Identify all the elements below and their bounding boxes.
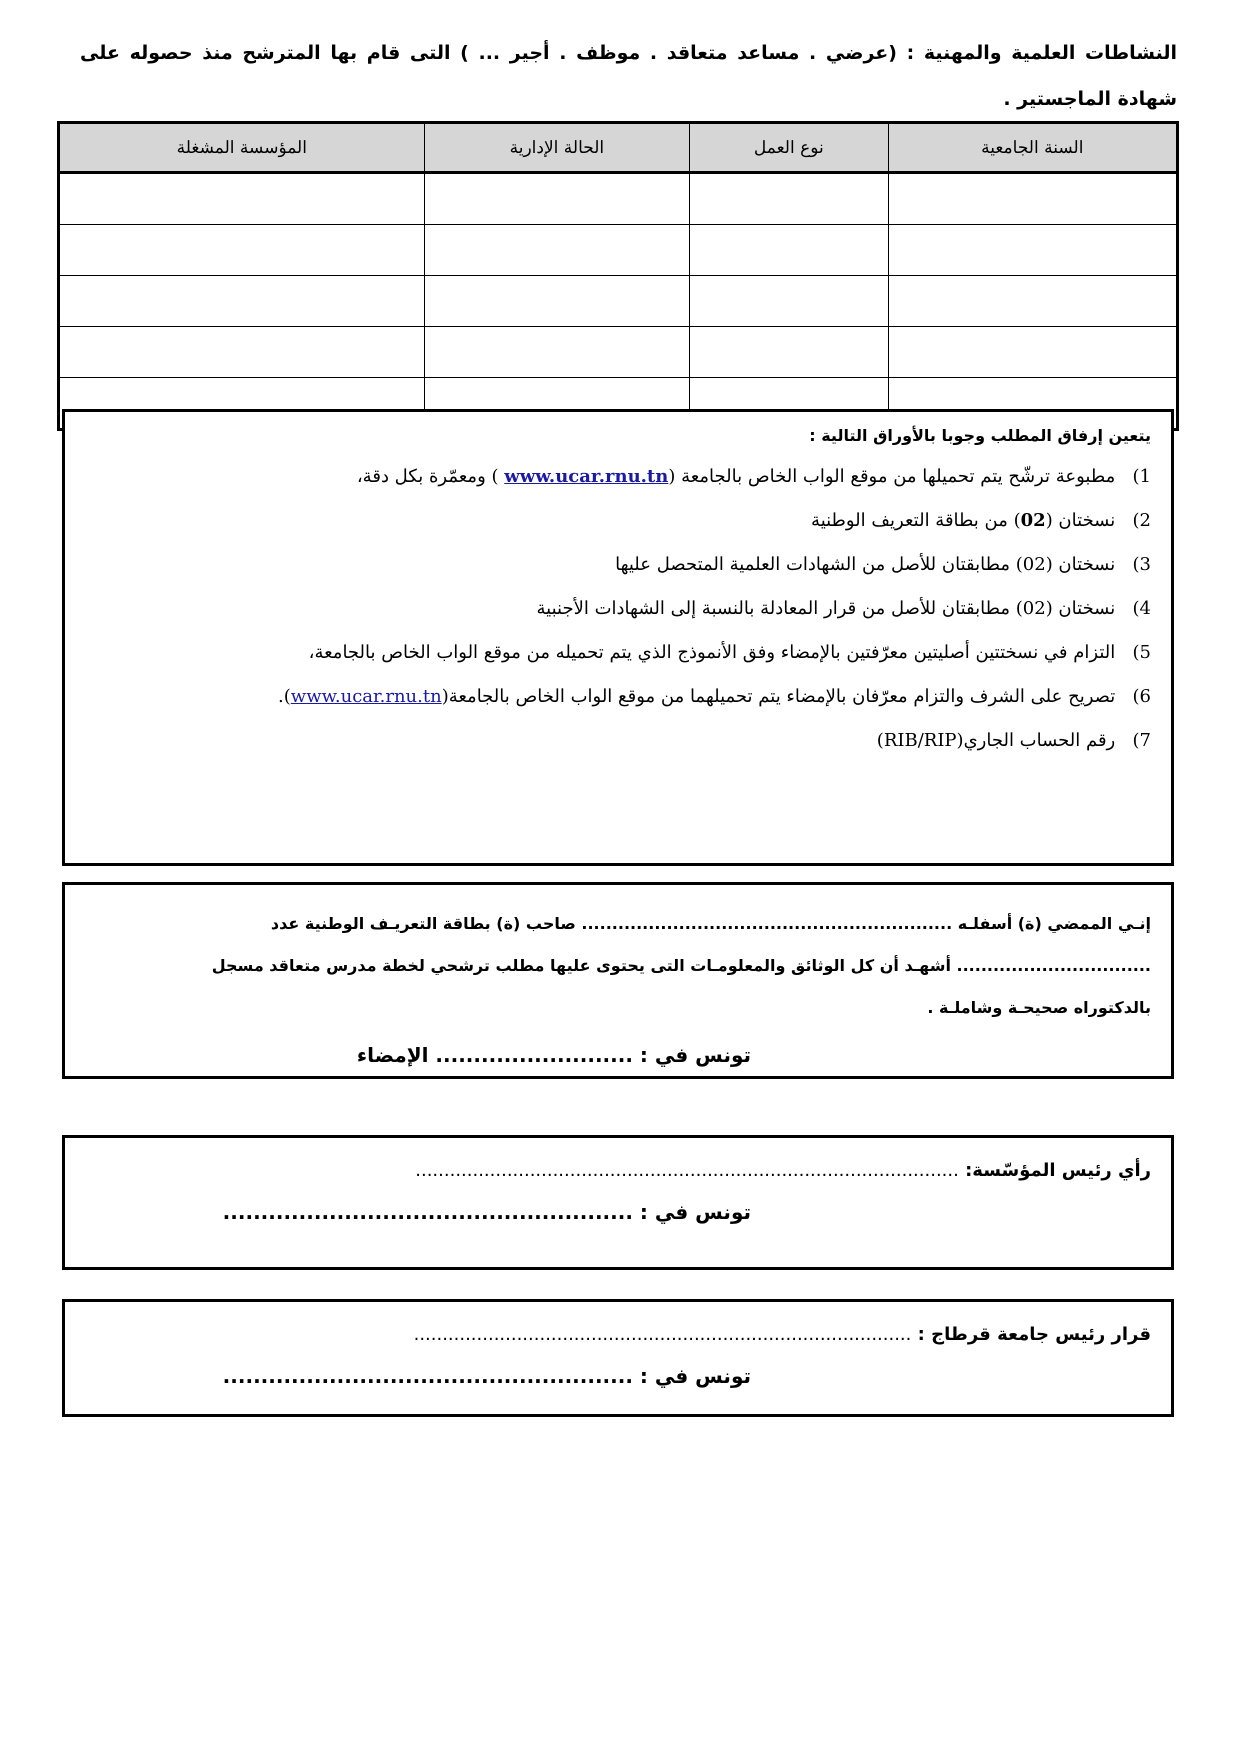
table-cell[interactable]: [888, 225, 1177, 276]
declaration-line: ................................ أشهـد أن كل الوثائق والمعلومـات التى يحتوى عليها مطلب ترشحي لخطة مدرس متعاقد مسجل: [211, 956, 1151, 975]
column-header-admin-status: الحالة الإدارية: [424, 123, 690, 173]
table-row: [59, 327, 1178, 378]
list-item: [85, 499, 1151, 543]
list-item: [85, 631, 1151, 675]
declaration-line: بالدكتوراه صحيحـة وشاملـة .: [927, 998, 1151, 1017]
table-cell[interactable]: [690, 327, 888, 378]
item-text: نسختان (02) مطابقتان للأصل من الشهادات العلمية المتحصل عليها: [615, 554, 1116, 575]
declaration-place-signature: تونس في : .......................... الإمضاء: [356, 1043, 751, 1067]
item-number: 5): [1132, 642, 1151, 663]
institution-head-opinion-box: [62, 1135, 1174, 1270]
list-item: [85, 455, 1151, 499]
list-item: [85, 675, 1151, 719]
item-text: التزام في نسختتين أصليتين معرّفتين بالإمضاء وفق الأنموذج الذي يتم تحميله من موقع الواب الخاص بالجامعة،: [308, 642, 1116, 663]
table-row: [59, 276, 1178, 327]
documents-intro: يتعين إرفاق المطلب وجوبا بالأوراق التالية :: [809, 426, 1151, 445]
list-item: [85, 719, 1151, 763]
table-cell[interactable]: [59, 327, 425, 378]
table-cell[interactable]: [59, 173, 425, 225]
item-text: تصريح على الشرف والتزام معرّفان بالإمضاء يتم تحميلهما من موقع الواب الخاص بالجامعة(: [441, 686, 1116, 707]
item-text: مطبوعة ترشّح يتم تحميلها من موقع الواب الخاص بالجامعة (: [668, 466, 1116, 487]
decision-label: قرار رئيس جامعة قرطاج :: [917, 1324, 1151, 1345]
item-number: 1): [1132, 466, 1151, 487]
item-number: 2): [1132, 510, 1151, 531]
item-text: نسختان (02) مطابقتان للأصل من قرار المعادلة بالنسبة إلى الشهادات الأجنبية: [536, 598, 1116, 619]
item-text: نسختان (: [1045, 510, 1116, 531]
column-header-job-type: نوع العمل: [690, 123, 888, 173]
item-text: ).: [278, 686, 291, 707]
column-header-academic-year: السنة الجامعية: [888, 123, 1177, 173]
item-number: 4): [1132, 598, 1151, 619]
required-documents-box: [62, 409, 1174, 866]
table-header-row: [59, 123, 1178, 173]
university-website-link[interactable]: www.ucar.rnu.tn: [504, 466, 669, 487]
table-cell[interactable]: [888, 327, 1177, 378]
declaration-line: إنـي الممضي (ة) أسفلـه ............................................................. صاحب (ة) بطاقة التعريـف الوطنية عدد: [270, 914, 1151, 933]
column-header-employer: المؤسسة المشغلة: [59, 123, 425, 173]
item-text: ) من بطاقة التعريف الوطنية: [811, 510, 1021, 531]
table-cell[interactable]: [59, 225, 425, 276]
item-number: 3): [1132, 554, 1151, 575]
table-row: [59, 173, 1178, 225]
item-text: رقم الحساب الجاري(RIB/RIP): [876, 730, 1116, 751]
opinion-label: رأي رئيس المؤسّسة:: [965, 1160, 1151, 1181]
table-cell[interactable]: [888, 173, 1177, 225]
item-number: 6): [1132, 686, 1151, 707]
decision-line: [85, 1320, 1151, 1350]
activities-table: [57, 121, 1179, 431]
list-item: [85, 587, 1151, 631]
documents-list: [85, 455, 1151, 763]
table-cell[interactable]: [59, 276, 425, 327]
university-president-decision-box: [62, 1299, 1174, 1417]
table-cell[interactable]: [690, 173, 888, 225]
opinion-line: [85, 1156, 1151, 1186]
declaration-box: [62, 882, 1174, 1079]
list-item: [85, 543, 1151, 587]
university-website-link[interactable]: www.ucar.rnu.tn: [290, 686, 442, 707]
item-count: 02: [1020, 510, 1046, 531]
opinion-place-date: تونس في : ......................................................: [222, 1200, 751, 1224]
table-cell[interactable]: [690, 276, 888, 327]
item-number: 7): [1132, 730, 1151, 751]
table-cell[interactable]: [888, 276, 1177, 327]
decision-place-date: تونس في : ......................................................: [222, 1364, 751, 1388]
table-cell[interactable]: [424, 225, 690, 276]
table-cell[interactable]: [690, 225, 888, 276]
table-cell[interactable]: [424, 276, 690, 327]
opinion-field[interactable]: ...............................................................................................: [415, 1160, 959, 1181]
section-heading: النشاطات العلمية والمهنية : (عرضي . مساعد متعاقد . موظف . أجير ... ) التى قام بها المترشح منذ حصوله على شهادة الماجستير .: [80, 42, 1177, 110]
table-cell[interactable]: [424, 173, 690, 225]
item-text: ) ومعمّرة بكل دقة،: [356, 466, 499, 487]
table-row: [59, 225, 1178, 276]
table-cell[interactable]: [424, 327, 690, 378]
decision-field[interactable]: .......................................................................................: [413, 1324, 912, 1345]
